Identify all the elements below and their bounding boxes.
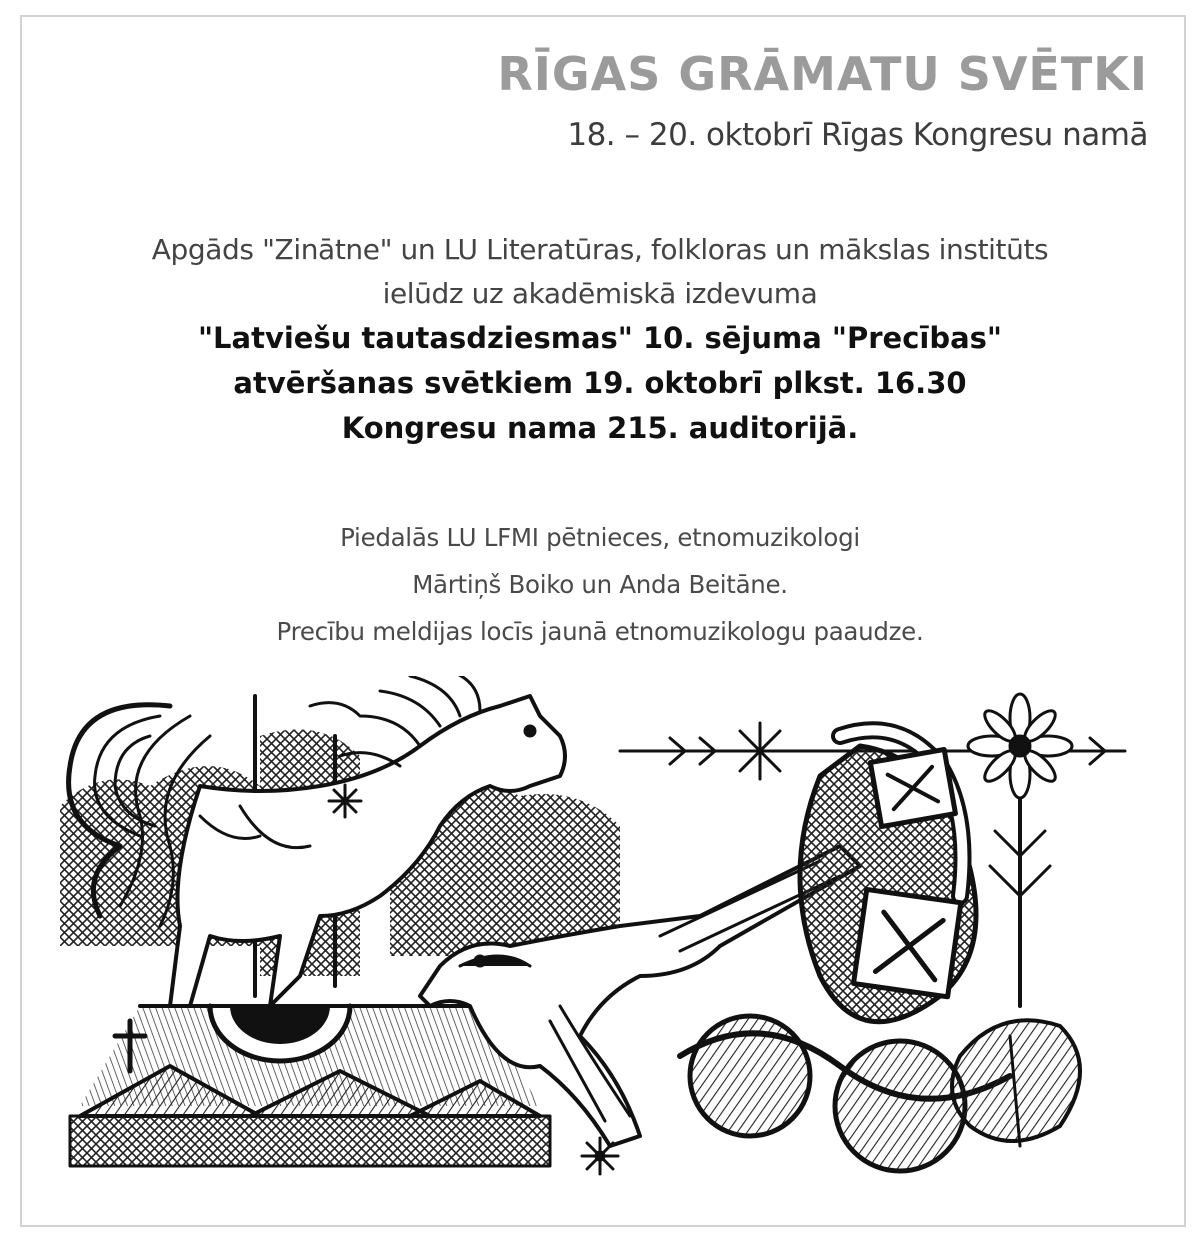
snowflake-icon [582,1138,618,1174]
participants-block [30,514,1170,655]
star-icon [329,785,361,817]
participants-line-1: Piedalās LU LFMI pētnieces, etnomuzikologi [340,523,860,552]
invitation-intro: ielūdz uz akadēmiskā izdevuma [382,277,818,310]
invitation-book-title: "Latviešu tautasdziesmas" 10. sējuma "Precības" [197,321,1003,355]
event-dates-venue: 18. – 20. oktobrī Rīgas Kongresu namā [567,117,1148,153]
invitation-room: Kongresu nama 215. auditorijā. [341,411,859,445]
folk-illustration [60,676,1140,1196]
poster-title: RĪGAS GRĀMATU SVĒTKI [497,47,1148,101]
invitation-hosts: Apgāds "Zinātne" un LU Literatūras, folkloras un mākslas institūts [151,233,1049,266]
participants-line-2: Mārtiņš Boiko un Anda Beitāne. [412,570,788,599]
invitation-block [30,228,1170,451]
participants-line-3: Precību meldijas locīs jaunā etnomuzikologu paaudze. [276,617,924,646]
invitation-date-time: atvēršanas svētkiem 19. oktobrī plkst. 16.30 [233,366,967,400]
